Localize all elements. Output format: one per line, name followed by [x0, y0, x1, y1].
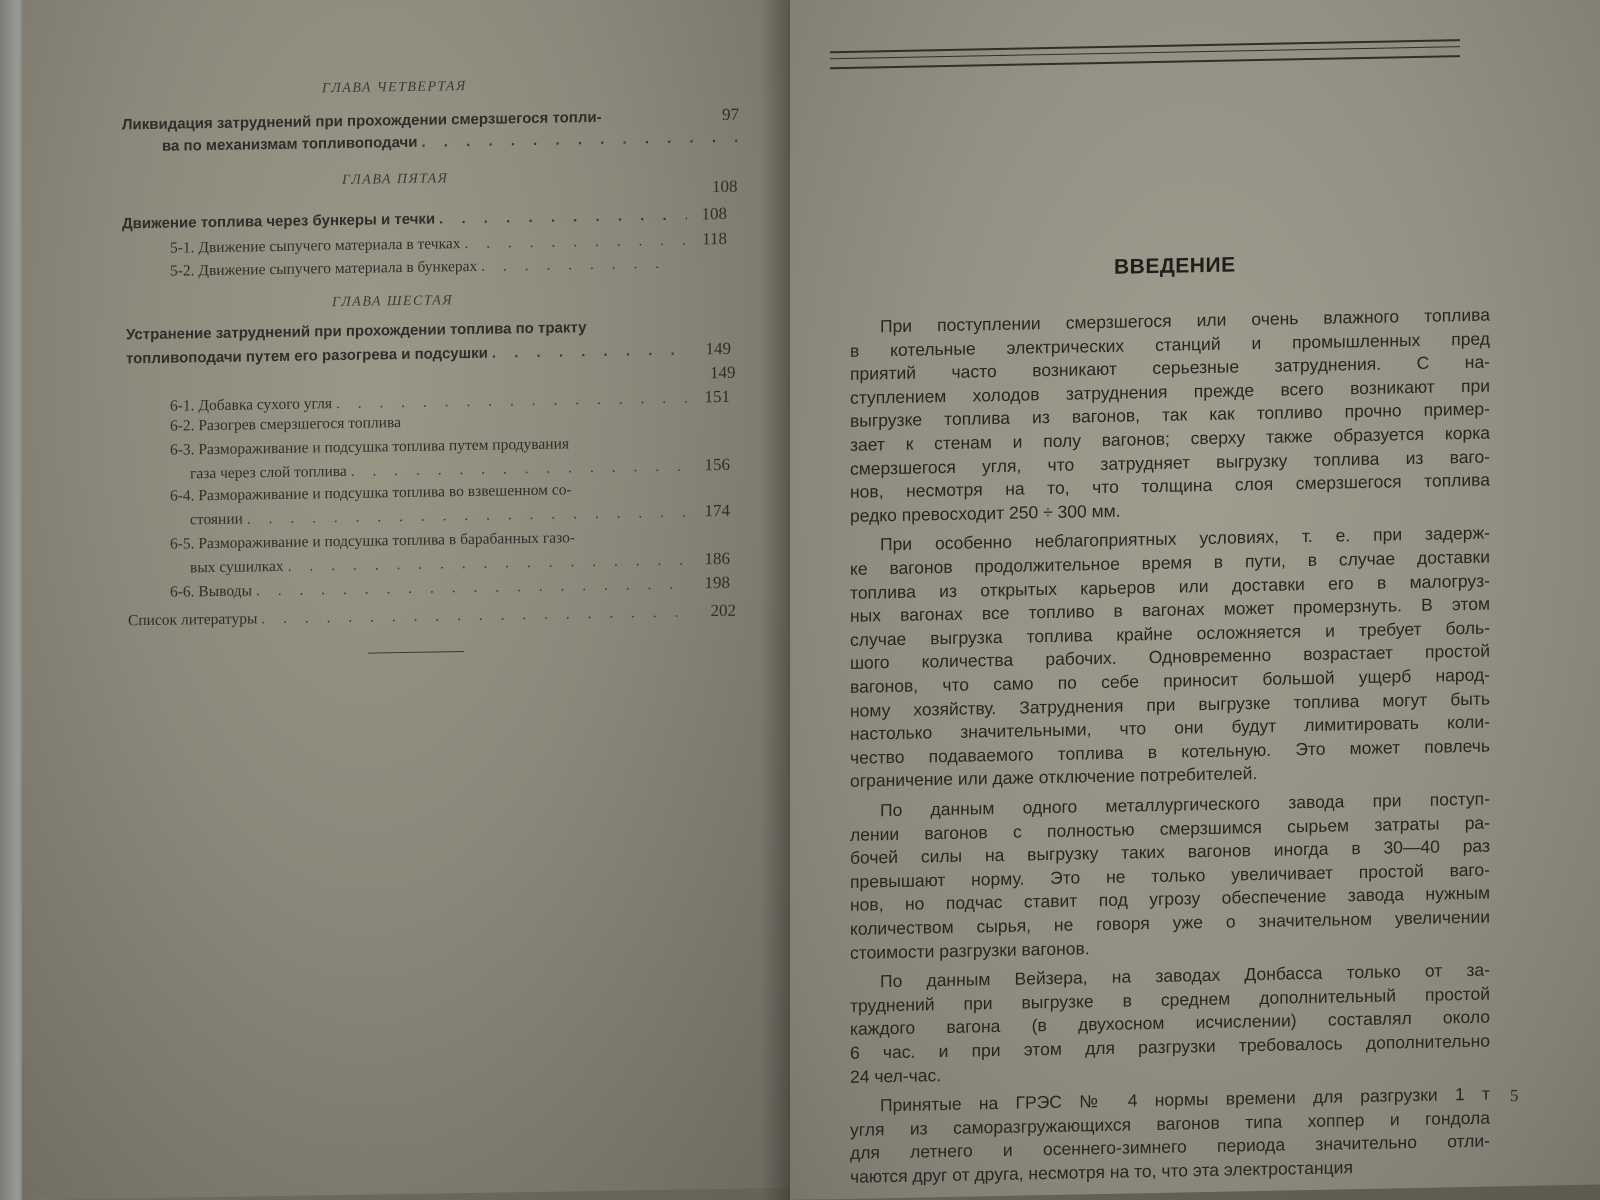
intro-line: чаются друг от друга, несмотря на то, что эта электростанция — [850, 1157, 1353, 1187]
left-page-contents — [22, 0, 790, 1200]
intro-line: выгрузке топлива из вагонов, так как топливо прочно пример- — [850, 398, 1490, 432]
intro-line: превышают норму. Это не только увеличивает простой ваго- — [850, 859, 1490, 892]
intro-line: в котельные электрических станций и промышленных пред — [850, 328, 1490, 361]
intro-line: каждого вагона (в двухосном исчислении) составлял около — [850, 1006, 1490, 1040]
section-label: 6-1. Добавка сухого угля — [170, 395, 332, 415]
toc-section-6-5-line1: 6-5. Размораживание и подсушка топлива в барабанных газо- — [170, 529, 576, 553]
leader-dots — [488, 341, 691, 361]
references-label: Список литературы — [128, 610, 258, 630]
intro-line: ступлением холодов затруднения прежде всего возникают при — [850, 375, 1490, 408]
chapter6-page: 149 — [705, 338, 731, 359]
section-page: 151 — [704, 386, 730, 407]
leader-dots — [461, 232, 687, 254]
toc-section-6-4-line1: 6-4. Размораживание и подсушка топлива во взвешенном со- — [170, 481, 572, 505]
chapter5-title: Движение топлива через бункеры и течки — [122, 210, 436, 233]
intro-line: топлива из открытых карьеров или доставки его в малогруз- — [850, 570, 1490, 603]
chapter4-entry — [162, 128, 757, 154]
right-page-introduction — [790, 0, 1600, 1200]
section-label: 6-6. Выводы — [170, 582, 252, 601]
chapter6-title-line1: Устранение затруднений при прохождении топлива по тракту — [126, 319, 587, 344]
intro-line: ных вагонах все топливо в вагонах может промерзнуть. В этом — [850, 593, 1490, 627]
section-page: 198 — [704, 572, 730, 593]
leader-dots — [435, 207, 687, 228]
leader-dots — [243, 504, 690, 529]
section-label-line2: вых сушилках — [190, 557, 284, 577]
section-label: 5-2. Движение сыпучего материала в бункерах — [170, 257, 478, 280]
intro-line: ограничение или даже отключение потребителей. — [850, 763, 1258, 792]
section-page: 174 — [704, 500, 730, 521]
toc-section-6-4 — [190, 501, 730, 529]
intro-line: шого количества рабочих. Одновременно возрастает простой — [850, 640, 1490, 674]
leader-dots — [257, 603, 696, 628]
intro-line: стоимости разгрузки вагонов. — [850, 937, 1090, 963]
chapter5-section1-page: 108 — [701, 203, 727, 224]
intro-line: чество подаваемого топлива в котельную. Это может повлечь — [850, 735, 1490, 768]
intro-line: смерзшегося угля, что затрудняет выгрузку топлива из ваго- — [850, 446, 1490, 479]
intro-line: вагонов, что само по себе приносит большой ущерб народ- — [850, 664, 1490, 697]
intro-line: приятий часто возникают серьезные затруднения. С на- — [850, 351, 1490, 385]
leader-dots — [417, 128, 757, 150]
toc-section-6-3 — [190, 455, 730, 483]
section-6-1-page: 149 — [710, 362, 736, 383]
chapter6-heading: ГЛАВА ШЕСТАЯ — [332, 293, 454, 311]
intro-line: По данным одного металлургического завода при поступ- — [880, 788, 1490, 821]
intro-line: количеством сырья, не говоря уже о значительном увеличении — [850, 906, 1490, 939]
toc-section-5-1 — [170, 229, 727, 258]
toc-section-6-2: 6-2. Разогрев смерзшегося топлива — [170, 414, 401, 435]
intro-line: При особенно неблагоприятных условиях, т. е. при задерж- — [880, 522, 1490, 555]
leader-dots — [347, 458, 690, 481]
intro-title: ВВЕДЕНИЕ — [1114, 253, 1236, 279]
toc-section-6-6 — [170, 573, 730, 602]
leader-dots — [477, 255, 670, 276]
toc-section-5-2 — [170, 255, 670, 281]
intro-line: 24 чел-час. — [850, 1064, 942, 1087]
intro-line: ному хозяйству. Затруднения при выгрузке топлива могут быть — [850, 688, 1490, 721]
section-label: 5-1. Движение сыпучего материала в течках — [170, 235, 461, 257]
intro-line: бочей силы на выгрузку таких вагонов иногда в 30—40 раз — [850, 835, 1490, 869]
intro-line: По данным Вейзера, на заводах Донбасса только от за- — [880, 959, 1490, 992]
intro-line: редко превосходит 250 ÷ 300 мм. — [850, 500, 1121, 526]
intro-line: 6 час. и при этом для разгрузки требовалось дополнительно — [850, 1030, 1490, 1063]
page-number: 5 — [1510, 1086, 1519, 1106]
intro-line: для летнего и осеннего-зимнего периода значительно отли- — [850, 1130, 1490, 1164]
references-page: 202 — [710, 600, 736, 621]
leader-dots — [252, 576, 690, 601]
toc-section-6-3-line1: 6-3. Размораживание и подсушка топлива путем продувания — [170, 435, 570, 459]
intro-line: настолько значительными, что они будут лимитировать коли- — [850, 711, 1490, 745]
intro-line: При поступлении смерзшегося или очень влажного топлива — [880, 304, 1490, 337]
header-rule — [830, 39, 1460, 69]
intro-line: зает к стенам и полу вагонов; сверху также образуется корка — [850, 422, 1490, 455]
section-label-line2: газа через слой топлива — [190, 462, 347, 483]
intro-line: нов, несмотря на то, что толщина слоя смерзшегося топлива — [850, 469, 1490, 503]
chapter5-entry — [122, 204, 727, 234]
intro-line: труднений при выгрузке в среднем дополнительный простой — [850, 983, 1490, 1016]
intro-line: ке вагонов продолжительное время в пути, в случае доставки — [850, 546, 1490, 579]
intro-line: нов, но подчас ставит под угрозу обеспечение завода нужным — [850, 882, 1490, 916]
end-rule — [368, 651, 464, 654]
chapter5-page: 108 — [712, 176, 738, 197]
intro-line: лении вагонов с полностью смерзшимся сырьем затраты ра- — [850, 812, 1490, 845]
intro-line: Принятые на ГРЭС № 4 нормы времени для разгрузки 1 т — [880, 1083, 1490, 1116]
chapter6-entry — [126, 339, 731, 369]
chapter6-title-line2: топливоподачи путем его разогрева и подсушки — [126, 344, 488, 368]
chapter4-heading: ГЛАВА ЧЕТВЕРТАЯ — [322, 79, 467, 97]
chapter4-title-line1: Ликвидация затруднений при прохождении смерзшегося топли- — [122, 108, 602, 134]
section-page: 186 — [704, 548, 730, 569]
section-page: 156 — [704, 454, 730, 475]
leader-dots — [284, 552, 690, 576]
section-page: 118 — [702, 228, 727, 249]
chapter4-title-line2: ва по механизмам топливоподачи — [162, 133, 418, 155]
section-label-line2: стоянии — [190, 510, 243, 529]
leader-dots — [332, 390, 690, 414]
toc-section-6-5 — [190, 549, 730, 577]
toc-section-6-1 — [170, 387, 730, 416]
chapter5-heading: ГЛАВА ПЯТАЯ — [342, 171, 449, 188]
toc-references — [128, 601, 736, 631]
chapter4-page: 97 — [722, 104, 739, 125]
intro-line: случае выгрузка топлива крайне осложняется и требует боль- — [850, 617, 1490, 650]
intro-line: угля из саморазгружающихся вагонов типа хоппер и гондола — [850, 1107, 1490, 1140]
